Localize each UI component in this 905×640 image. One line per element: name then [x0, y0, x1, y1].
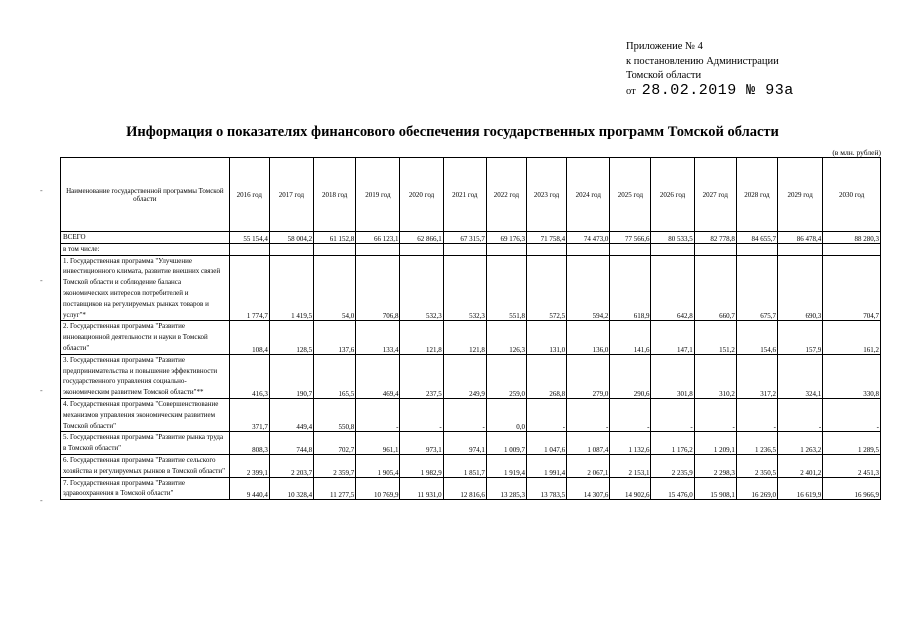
program-value: 10 328,4	[269, 477, 313, 500]
total-value: 86 478,4	[778, 232, 823, 244]
subtitle-row	[61, 243, 881, 255]
program-value: 1 263,2	[778, 432, 823, 455]
year-header: 2023 год	[527, 158, 567, 232]
program-value: 551,8	[486, 255, 526, 321]
program-value: 324,1	[778, 354, 823, 398]
program-value: 259,0	[486, 354, 526, 398]
total-value: 55 154,4	[229, 232, 269, 244]
program-value: 744,8	[269, 432, 313, 455]
program-value: 290,6	[610, 354, 651, 398]
program-name: 7. Государственная программа "Развитие здравоохранения в Томской области"	[61, 477, 230, 500]
program-value: -	[400, 398, 443, 431]
program-value: 2 451,3	[823, 454, 881, 477]
program-value: 2 401,2	[778, 454, 823, 477]
year-header: 2021 год	[443, 158, 486, 232]
program-value: 1 176,2	[651, 432, 694, 455]
program-value: 1 236,5	[736, 432, 777, 455]
program-value: 1 851,7	[443, 454, 486, 477]
program-value: 642,8	[651, 255, 694, 321]
program-value: 161,2	[823, 321, 881, 354]
program-value: 279,0	[567, 354, 610, 398]
program-value: 128,5	[269, 321, 313, 354]
program-value: 301,8	[651, 354, 694, 398]
program-value: 237,5	[400, 354, 443, 398]
program-value: 416,3	[229, 354, 269, 398]
program-value: -	[651, 398, 694, 431]
program-value: 11 277,5	[314, 477, 356, 500]
program-value: 1 419,5	[269, 255, 313, 321]
program-value: 317,2	[736, 354, 777, 398]
program-value: 147,1	[651, 321, 694, 354]
program-name: 3. Государственная программа "Развитие предпринимательства и повышение эффективности государственного управления социально-экономическим развитием Томской области"**	[61, 354, 230, 398]
margin-mark: -	[40, 496, 43, 505]
total-value: 74 473,0	[567, 232, 610, 244]
program-row	[61, 354, 881, 398]
program-value: 469,4	[356, 354, 400, 398]
program-value: 136,0	[567, 321, 610, 354]
program-value: 141,6	[610, 321, 651, 354]
program-value: 704,7	[823, 255, 881, 321]
program-name: 6. Государственная программа "Развитие сельского хозяйства и регулируемых рынков в Томской области"	[61, 454, 230, 477]
program-value: 2 235,9	[651, 454, 694, 477]
program-value: 268,8	[527, 354, 567, 398]
finance-table	[60, 157, 881, 500]
year-header: 2026 год	[651, 158, 694, 232]
total-value: 84 655,7	[736, 232, 777, 244]
program-name: 4. Государственная программа "Совершенствование механизмов управления экономическим развитием Томской области"	[61, 398, 230, 431]
program-value: 2 067,1	[567, 454, 610, 477]
program-value: 108,4	[229, 321, 269, 354]
program-value: -	[567, 398, 610, 431]
program-value: 16 966,9	[823, 477, 881, 500]
program-value: 1 919,4	[486, 454, 526, 477]
appendix-date-line	[626, 81, 794, 100]
program-value: 532,3	[400, 255, 443, 321]
program-name: 5. Государственная программа "Развитие рынка труда в Томской области"	[61, 432, 230, 455]
program-value: 973,1	[400, 432, 443, 455]
program-value: 310,2	[694, 354, 736, 398]
appendix-line-3: Томской области	[626, 70, 702, 81]
program-value: 10 769,9	[356, 477, 400, 500]
total-value: 69 176,3	[486, 232, 526, 244]
program-value: 133,4	[356, 321, 400, 354]
program-value: 1 047,6	[527, 432, 567, 455]
year-header: 2022 год	[486, 158, 526, 232]
margin-mark: -	[40, 386, 43, 395]
program-value: 702,7	[314, 432, 356, 455]
program-value: -	[823, 398, 881, 431]
appendix-date-number: 28.02.2019 № 93а	[641, 81, 794, 99]
total-value: 62 866,1	[400, 232, 443, 244]
program-value: 11 931,0	[400, 477, 443, 500]
program-value: 808,3	[229, 432, 269, 455]
program-value: 1 289,5	[823, 432, 881, 455]
total-value: 61 152,8	[314, 232, 356, 244]
program-value: 961,1	[356, 432, 400, 455]
program-value: 1 009,7	[486, 432, 526, 455]
program-value: 16 619,9	[778, 477, 823, 500]
program-value: 449,4	[269, 398, 313, 431]
program-value: 2 350,5	[736, 454, 777, 477]
program-value: 54,0	[314, 255, 356, 321]
program-value: 594,2	[567, 255, 610, 321]
program-value: 2 203,7	[269, 454, 313, 477]
program-value: 154,6	[736, 321, 777, 354]
total-value: 82 778,8	[694, 232, 736, 244]
year-header: 2027 год	[694, 158, 736, 232]
program-row	[61, 321, 881, 354]
program-value: 690,3	[778, 255, 823, 321]
year-header: 2029 год	[778, 158, 823, 232]
program-row	[61, 477, 881, 500]
program-value: 137,6	[314, 321, 356, 354]
program-row	[61, 255, 881, 321]
program-value: 190,7	[269, 354, 313, 398]
name-column-header: Наименование государственной программы Томской области	[61, 158, 230, 232]
program-value: 2 359,7	[314, 454, 356, 477]
program-value: -	[443, 398, 486, 431]
year-header: 2020 год	[400, 158, 443, 232]
program-value: 1 991,4	[527, 454, 567, 477]
program-value: 1 905,4	[356, 454, 400, 477]
program-value: -	[610, 398, 651, 431]
program-row	[61, 432, 881, 455]
total-value: 66 123,1	[356, 232, 400, 244]
program-value: 1 209,1	[694, 432, 736, 455]
program-value: -	[694, 398, 736, 431]
total-value: 71 758,4	[527, 232, 567, 244]
program-value: 157,9	[778, 321, 823, 354]
program-value: 1 132,6	[610, 432, 651, 455]
program-value: 13 285,3	[486, 477, 526, 500]
appendix-block	[626, 40, 794, 99]
program-value: 9 440,4	[229, 477, 269, 500]
appendix-line-1: Приложение № 4	[626, 41, 703, 52]
program-value: -	[778, 398, 823, 431]
header-row	[61, 158, 881, 232]
year-header: 2017 год	[269, 158, 313, 232]
program-value: 13 783,5	[527, 477, 567, 500]
program-value: 550,8	[314, 398, 356, 431]
program-value: 14 902,6	[610, 477, 651, 500]
program-value: 121,8	[443, 321, 486, 354]
program-value: 15 908,1	[694, 477, 736, 500]
program-value: 1 087,4	[567, 432, 610, 455]
program-value: 618,9	[610, 255, 651, 321]
program-value: -	[527, 398, 567, 431]
year-header: 2019 год	[356, 158, 400, 232]
program-value: 1 982,9	[400, 454, 443, 477]
margin-mark: -	[40, 276, 43, 285]
program-value: -	[356, 398, 400, 431]
program-value: 2 399,1	[229, 454, 269, 477]
program-value: 16 269,0	[736, 477, 777, 500]
total-value: 88 280,3	[823, 232, 881, 244]
program-value: 675,7	[736, 255, 777, 321]
total-value: 77 566,6	[610, 232, 651, 244]
margin-mark: -	[40, 186, 43, 195]
program-value: 0,0	[486, 398, 526, 431]
program-value: 532,3	[443, 255, 486, 321]
program-name: 1. Государственная программа "Улучшение инвестиционного климата, развитие внешних связей Томской области и соблюдение баланса экономических интересов потребителей и поставщиков на регулируемых рынках товаров и услуг"*	[61, 255, 230, 321]
appendix-ot: от	[626, 85, 636, 97]
program-value: 371,7	[229, 398, 269, 431]
program-value: -	[736, 398, 777, 431]
program-value: 126,3	[486, 321, 526, 354]
program-row	[61, 454, 881, 477]
year-header: 2030 год	[823, 158, 881, 232]
program-value: 572,5	[527, 255, 567, 321]
program-value: 15 476,0	[651, 477, 694, 500]
total-value: 80 533,5	[651, 232, 694, 244]
program-value: 974,1	[443, 432, 486, 455]
year-header: 2025 год	[610, 158, 651, 232]
program-value: 1 774,7	[229, 255, 269, 321]
unit-note: (в млн. рублей)	[832, 148, 881, 157]
year-header: 2028 год	[736, 158, 777, 232]
year-header: 2024 год	[567, 158, 610, 232]
program-value: 14 307,6	[567, 477, 610, 500]
year-header: 2018 год	[314, 158, 356, 232]
program-value: 330,8	[823, 354, 881, 398]
subtitle-label: в том числе:	[61, 243, 230, 255]
program-value: 165,5	[314, 354, 356, 398]
total-value: 67 315,7	[443, 232, 486, 244]
program-value: 706,8	[356, 255, 400, 321]
program-value: 660,7	[694, 255, 736, 321]
total-value: 58 004,2	[269, 232, 313, 244]
program-value: 151,2	[694, 321, 736, 354]
program-value: 131,0	[527, 321, 567, 354]
program-value: 2 153,1	[610, 454, 651, 477]
program-value: 121,8	[400, 321, 443, 354]
program-value: 12 816,6	[443, 477, 486, 500]
year-header: 2016 год	[229, 158, 269, 232]
total-label: ВСЕГО	[61, 232, 230, 244]
program-row	[61, 398, 881, 431]
program-name: 2. Государственная программа "Развитие инновационной деятельности и науки в Томской области"	[61, 321, 230, 354]
document-title: Информация о показателях финансового обеспечения государственных программ Томской области	[126, 124, 779, 140]
appendix-line-2: к постановлению Администрации	[626, 55, 779, 67]
program-value: 2 298,3	[694, 454, 736, 477]
program-value: 249,9	[443, 354, 486, 398]
total-row	[61, 232, 881, 244]
